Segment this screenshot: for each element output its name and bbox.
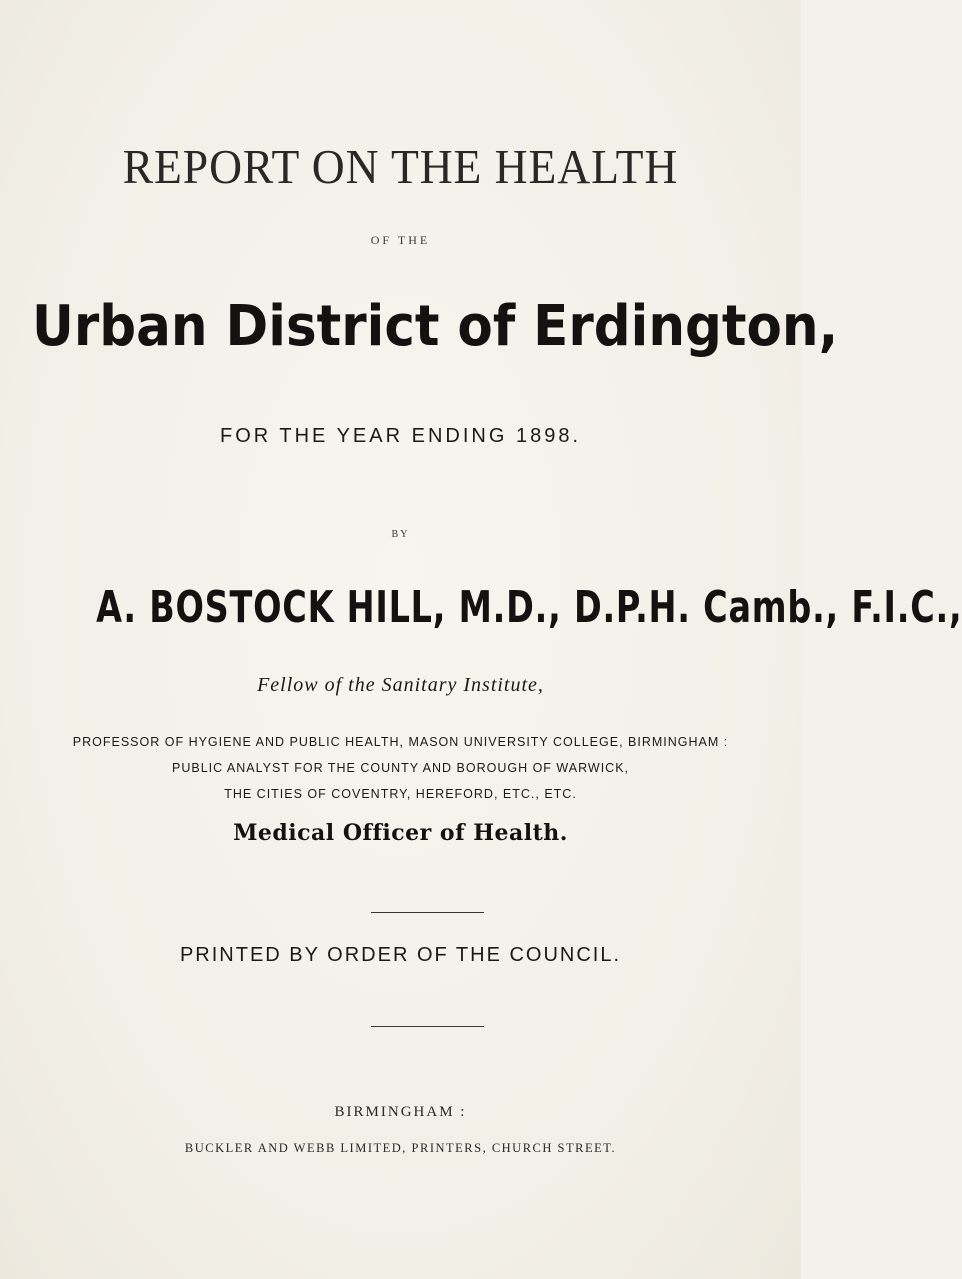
- printed-by-line: PRINTED BY ORDER OF THE COUNCIL.: [179, 944, 622, 966]
- credential-line: PUBLIC ANALYST FOR THE COUNTY AND BOROUGH OF WARWICK,: [172, 761, 629, 775]
- credential-line: THE CITIES OF COVENTRY, HEREFORD, ETC., ETC.: [224, 787, 577, 801]
- office-title: Medical Officer of Health.: [233, 820, 568, 846]
- year-line: FOR THE YEAR ENDING 1898.: [219, 425, 581, 447]
- report-title: REPORT ON THE HEALTH: [122, 139, 679, 194]
- of-the-label: OF THE: [370, 233, 431, 247]
- by-label: BY: [391, 529, 410, 540]
- credential-line: PROFESSOR OF HYGIENE AND PUBLIC HEALTH, MASON UNIVERSITY COLLEGE, BIRMINGHAM :: [72, 735, 729, 749]
- fellowship-line: Fellow of the Sanitary Institute,: [257, 674, 544, 696]
- district-name: Urban District of Erdington,: [32, 294, 839, 359]
- divider-rule: [371, 1026, 484, 1027]
- divider-rule: [371, 912, 484, 913]
- printers-line: BUCKLER AND WEBB LIMITED, PRINTERS, CHURCH STREET.: [184, 1141, 617, 1155]
- place-of-printing: BIRMINGHAM :: [334, 1104, 467, 1120]
- author-name: A. BOSTOCK HILL, M.D., D.P.H. Camb., F.I.C.,: [96, 582, 962, 633]
